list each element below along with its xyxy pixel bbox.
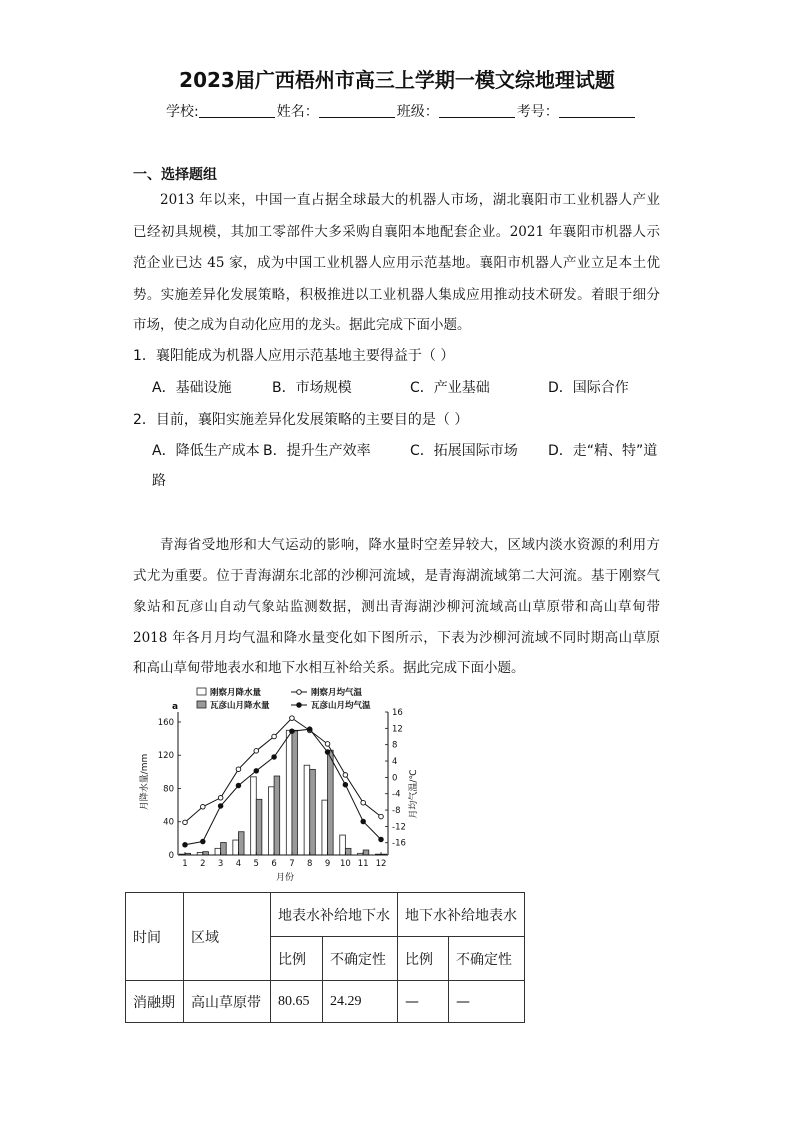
y2-tick-label: 4 — [392, 757, 398, 768]
page-title: 2023届广西梧州市高三上学期一模文综地理试题 — [179, 68, 615, 92]
precip-bar — [215, 848, 221, 855]
climate-chart — [130, 686, 430, 886]
precip-bar — [268, 787, 274, 855]
legend-label: 刚察月降水量 — [210, 688, 262, 698]
material-line: 势。实施差异化发展策略，积极推进以工业机器人集成应用推动技术研发。着眼于细分 — [133, 287, 660, 303]
temp-point — [201, 804, 206, 809]
y2-tick-label: -4 — [392, 789, 401, 800]
precip-bar — [233, 840, 239, 855]
y2-tick-label: -12 — [392, 822, 406, 833]
subheader-uncertainty: 不确定性 — [449, 937, 525, 981]
material-line: 2018 年各月月均气温和降水量变化如下图所示，下表为沙柳河流域不同时期高山草原 — [133, 630, 660, 646]
material-line: 式尤为重要。位于青海湖东北部的沙柳河流域，是青海湖流域第二大河流。基于刚察气 — [133, 568, 660, 584]
exam-number-blank — [559, 103, 635, 118]
class-blank — [439, 103, 515, 118]
option-a: A．基础设施 — [152, 380, 232, 396]
x-tick-label: 4 — [235, 859, 242, 869]
temp-point — [254, 749, 259, 754]
subheader-uncertainty: 不确定性 — [323, 937, 398, 981]
temp-point — [183, 842, 188, 847]
temp-point — [254, 769, 259, 774]
x-tick-label: 12 — [375, 859, 387, 869]
cell-value: — — [398, 981, 449, 1023]
y-tick-label: 40 — [163, 817, 174, 828]
precip-bar — [238, 832, 244, 855]
cell-region: 高山草原带 — [184, 981, 271, 1023]
student-info-line — [166, 103, 637, 121]
precip-bar — [221, 843, 227, 855]
question-stem: 1．襄阳能成为机器人应用示范基地主要得益于（ ） — [133, 348, 455, 364]
class-label: 班级： — [396, 104, 439, 120]
exam-number-label: 考号： — [516, 104, 559, 120]
x-tick-label: 8 — [307, 859, 313, 869]
section-heading: 一、选择题组 — [133, 167, 217, 183]
material-line: 青海省受地形和大气运动的影响，降水量时空差异较大，区域内淡水资源的利用方 — [160, 537, 660, 553]
x-axis-title: 月份 — [275, 873, 295, 883]
y2-tick-label: 8 — [392, 740, 398, 751]
x-tick-label: 11 — [357, 859, 369, 869]
legend-marker — [297, 690, 302, 695]
precip-bar — [251, 777, 257, 855]
precip-bar — [304, 765, 310, 855]
temp-point — [218, 796, 223, 801]
y-axis-title: 月降水量/mm — [140, 753, 150, 811]
cell-value: — — [449, 981, 525, 1023]
y2-axis-title: 月均气温/℃ — [409, 769, 419, 819]
temp-point — [325, 742, 330, 747]
option-c: C．拓展国际市场 — [410, 443, 518, 459]
precip-bar — [286, 730, 292, 855]
precip-bar — [322, 800, 328, 855]
precip-bar — [310, 769, 316, 855]
x-tick-label: 3 — [217, 859, 224, 869]
temp-point — [201, 839, 206, 844]
table-header-row — [126, 893, 525, 937]
temp-point — [343, 773, 348, 778]
legend-label: 瓦彦山月均气温 — [311, 701, 371, 711]
cell-value: 80.65 — [271, 981, 323, 1023]
cell-value: 24.29 — [323, 981, 398, 1023]
temp-point — [343, 782, 348, 787]
temp-point — [236, 767, 241, 772]
header-region: 区域 — [184, 893, 271, 981]
temp-point — [361, 800, 366, 805]
temp-point — [236, 783, 241, 788]
y2-tick-label: 12 — [392, 724, 403, 735]
temp-point — [290, 729, 295, 734]
temp-line — [185, 718, 381, 822]
header-ground-to-surface: 地下水补给地表水 — [398, 893, 525, 937]
precip-bar — [292, 730, 298, 855]
option-b: B．提升生产效率 — [263, 443, 371, 459]
temp-point — [290, 716, 295, 721]
material-line: 和高山草甸带地表水和地下水相互补给关系。据此完成下面小题。 — [133, 660, 525, 676]
y-tick-label: 80 — [163, 784, 174, 795]
y2-tick-label: -16 — [392, 838, 406, 849]
precip-bar — [345, 848, 351, 855]
y2-tick-label: 16 — [392, 708, 403, 718]
precip-bar — [274, 776, 280, 855]
material-line: 象站和瓦彦山自动气象站监测数据，测出青海湖沙柳河流域高山草原带和高山草甸带 — [133, 599, 660, 615]
legend-swatch — [197, 701, 206, 708]
temp-point — [218, 804, 223, 809]
school-blank — [199, 103, 275, 118]
y-tick-label: 0 — [168, 851, 174, 861]
temp-point — [325, 750, 330, 755]
y2-tick-label: 0 — [392, 773, 398, 784]
temp-point — [272, 755, 277, 760]
legend-label: 刚察月均气温 — [311, 688, 363, 698]
name-blank — [319, 103, 395, 118]
panel-label: a — [172, 702, 179, 712]
material-line: 市场，使之成为自动化应用的龙头。据此完成下面小题。 — [133, 317, 471, 333]
x-tick-label: 2 — [200, 859, 206, 869]
option-c: C．产业基础 — [410, 380, 490, 396]
x-tick-label: 10 — [339, 859, 351, 869]
school-label: 学校: — [166, 104, 199, 120]
temp-line — [185, 729, 381, 845]
legend-label: 瓦彦山月降水量 — [210, 701, 270, 711]
legend-swatch — [197, 688, 206, 695]
material-line: 已经初具规模，其加工零部件大多采购自襄阳本地配套企业。2021 年襄阳市机器人示 — [133, 224, 660, 240]
temp-point — [379, 837, 384, 842]
header-time: 时间 — [126, 893, 184, 981]
x-tick-label: 5 — [253, 859, 259, 869]
precip-bar — [256, 799, 262, 855]
x-tick-label: 9 — [324, 859, 331, 869]
temp-point — [361, 819, 366, 824]
legend-marker — [297, 703, 302, 708]
temp-point — [379, 814, 384, 819]
temp-point — [307, 727, 312, 732]
option-d-continuation: 路 — [152, 473, 166, 489]
y-tick-label: 160 — [157, 717, 174, 728]
option-d: D．走“精、特”道 — [548, 443, 658, 459]
temp-point — [183, 820, 188, 825]
recharge-table — [125, 892, 525, 1023]
material-line: 2013 年以来，中国一直占据全球最大的机器人市场，湖北襄阳市工业机器人产业 — [160, 192, 660, 208]
temp-point — [272, 734, 277, 739]
x-tick-label: 1 — [182, 859, 188, 869]
question-stem: 2．目前，襄阳实施差异化发展策略的主要目的是（ ） — [133, 412, 469, 428]
precip-bar — [363, 850, 369, 855]
x-tick-label: 6 — [271, 859, 277, 869]
name-label: 姓名： — [276, 104, 319, 120]
precip-bar — [340, 835, 346, 855]
y-tick-label: 120 — [157, 751, 174, 762]
cell-time: 消融期 — [126, 981, 184, 1023]
subheader-ratio: 比例 — [398, 937, 449, 981]
table-row — [126, 981, 525, 1023]
header-surface-to-ground: 地表水补给地下水 — [271, 893, 398, 937]
subheader-ratio: 比例 — [271, 937, 323, 981]
x-tick-label: 7 — [289, 859, 295, 869]
option-a: A．降低生产成本 — [152, 443, 260, 459]
precip-bar — [328, 750, 334, 855]
material-line: 范企业已达 45 家，成为中国工业机器人应用示范基地。襄阳市机器人产业立足本土优 — [133, 255, 660, 271]
option-b: B．市场规模 — [272, 380, 352, 396]
y2-tick-label: -8 — [392, 806, 401, 817]
option-d: D．国际合作 — [548, 380, 629, 396]
